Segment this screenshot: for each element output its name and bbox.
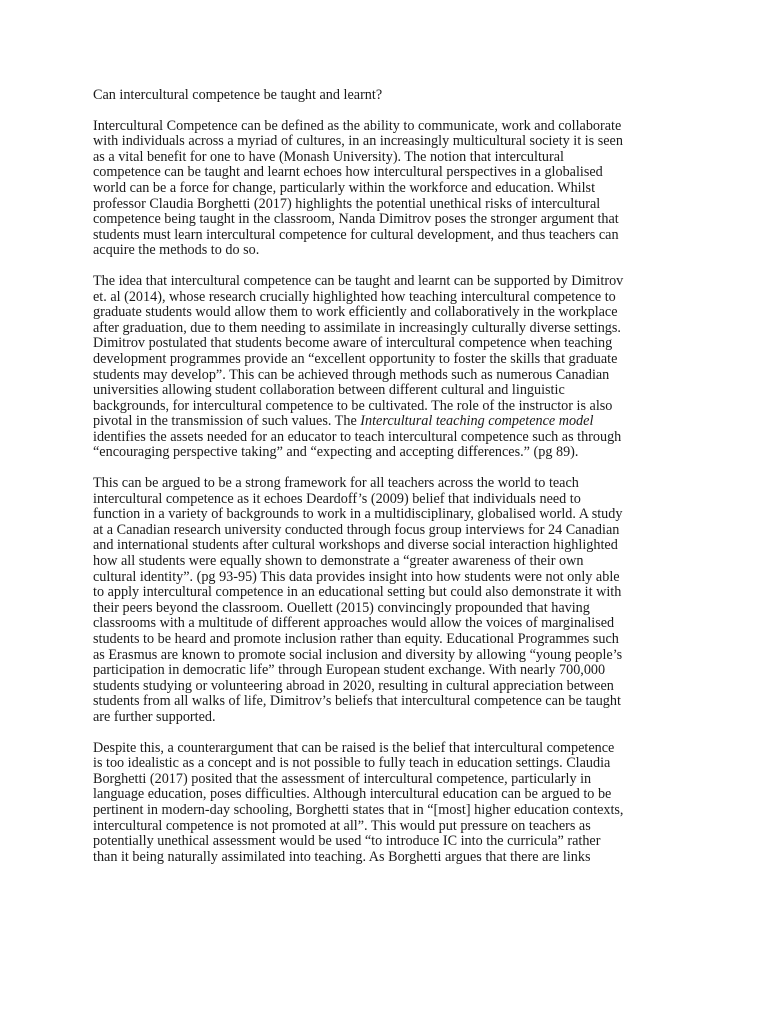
text-line: participation in democratic life” through European student exchange. With nearly 700,000 (93, 662, 606, 679)
text-line: competence can be taught and learnt echoes how intercultural perspectives in a globalised (93, 164, 603, 181)
text-line: This can be argued to be a strong framework for all teachers across the world to teach (93, 475, 579, 492)
document-title: Can intercultural competence be taught and learnt? (93, 87, 383, 103)
text-line: their peers beyond the classroom. Ouellett (2015) convincingly propounded that having (93, 599, 590, 616)
text-line: world can be a force for change, particularly within the workforce and education. Whilst (93, 179, 596, 196)
text-line: students must learn intercultural competence for cultural development, and thus teachers can (93, 226, 619, 243)
text-line: than it being naturally assimilated into teaching. As Borghetti argues that there are links (93, 848, 591, 865)
text-line: to apply intercultural competence in an educational setting but could also demonstrate it with (93, 584, 622, 601)
text-line: students may develop”. This can be achieved through methods such as numerous Canadian (93, 366, 610, 383)
text-line: graduate students would allow them to work efficiently and collaboratively in the workplace (93, 304, 618, 321)
text-line-with-italic (93, 414, 683, 430)
text-line: professor Claudia Borghetti (2017) highlights the potential unethical risks of intercultural (93, 195, 601, 212)
italic-model-name: Intercultural teaching competence model (360, 413, 594, 430)
paragraph-2 (93, 274, 683, 461)
document-body (93, 88, 683, 880)
text-line: cultural identity”. (pg 93-95) This data provides insight into how students were not only able (93, 568, 620, 585)
text-line: are further supported. (93, 708, 216, 725)
text-line: language education, poses difficulties. Although intercultural education can be argued to be (93, 786, 612, 803)
text-line: after graduation, due to them needing to assimilate in increasingly culturally diverse settings. (93, 319, 621, 336)
text-line: intercultural competence as it echoes Deardoff’s (2009) belief that individuals need to (93, 490, 581, 507)
text-line: classrooms with a multitude of different approaches would allow the voices of marginalised (93, 615, 615, 632)
text-line: as a vital benefit for one to have (Monash University). The notion that intercultural (93, 148, 564, 165)
text-line: identifies the assets needed for an educator to teach intercultural competence such as through (93, 428, 622, 445)
text-line: how all students were equally shown to demonstrate a “greater awareness of their own (93, 553, 584, 570)
text-line: students studying or volunteering abroad in 2020, resulting in cultural appreciation between (93, 677, 614, 694)
text-line: The idea that intercultural competence can be taught and learnt can be supported by Dimitrov (93, 272, 624, 289)
text-run: pivotal in the transmission of such values. The (93, 413, 361, 430)
text-line: as Erasmus are known to promote social inclusion and diversity by allowing “young people’s (93, 646, 623, 663)
text-line: students from all walks of life, Dimitrov’s beliefs that intercultural competence can be taught (93, 693, 621, 710)
text-line: and international students after cultural workshops and diverse social interaction highlighted (93, 537, 618, 554)
text-line: at a Canadian research university conducted through focus group interviews for 24 Canadian (93, 521, 620, 538)
text-line: Borghetti (2017) posited that the assessment of intercultural competence, particularly in (93, 770, 592, 787)
text-line: “encouraging perspective taking” and “expecting and accepting differences.” (pg 89). (93, 444, 579, 461)
text-line: with individuals across a myriad of cultures, in an increasingly multicultural society it is seen (93, 133, 623, 150)
text-line: pertinent in modern-day schooling, Borghetti states that in “[most] higher education contexts, (93, 801, 624, 818)
text-line: intercultural competence is not promoted at all”. This would put pressure on teachers as (93, 817, 591, 834)
text-line: students to be heard and promote inclusion rather than equity. Educational Programmes such (93, 631, 619, 647)
text-line: potentially unethical assessment would be used “to introduce IC into the curricula” rather (93, 833, 601, 850)
text-line: universities allowing student collaboration between different cultural and linguistic (93, 382, 565, 399)
text-line: Despite this, a counterargument that can be raised is the belief that intercultural competence (93, 739, 615, 756)
paragraph-3 (93, 476, 683, 726)
paragraph-1 (93, 119, 683, 259)
text-line: function in a variety of backgrounds to work in a multidisciplinary, globalised world. A study (93, 506, 623, 523)
text-line: et. al (2014), whose research crucially highlighted how teaching intercultural competence to (93, 288, 616, 305)
text-line: backgrounds, for intercultural competence to be cultivated. The role of the instructor is also (93, 397, 613, 414)
text-line: Dimitrov postulated that students become aware of intercultural competence when teaching (93, 335, 613, 352)
text-line: development programmes provide an “excellent opportunity to foster the skills that graduate (93, 350, 618, 367)
text-line: acquire the methods to do so. (93, 242, 260, 259)
paragraph-4 (93, 741, 683, 866)
text-line: is too idealistic as a concept and is not possible to fully teach in education settings. Claudia (93, 755, 611, 772)
text-line: Intercultural Competence can be defined as the ability to communicate, work and collaborate (93, 117, 622, 134)
text-line: competence being taught in the classroom, Nanda Dimitrov poses the stronger argument that (93, 211, 619, 228)
